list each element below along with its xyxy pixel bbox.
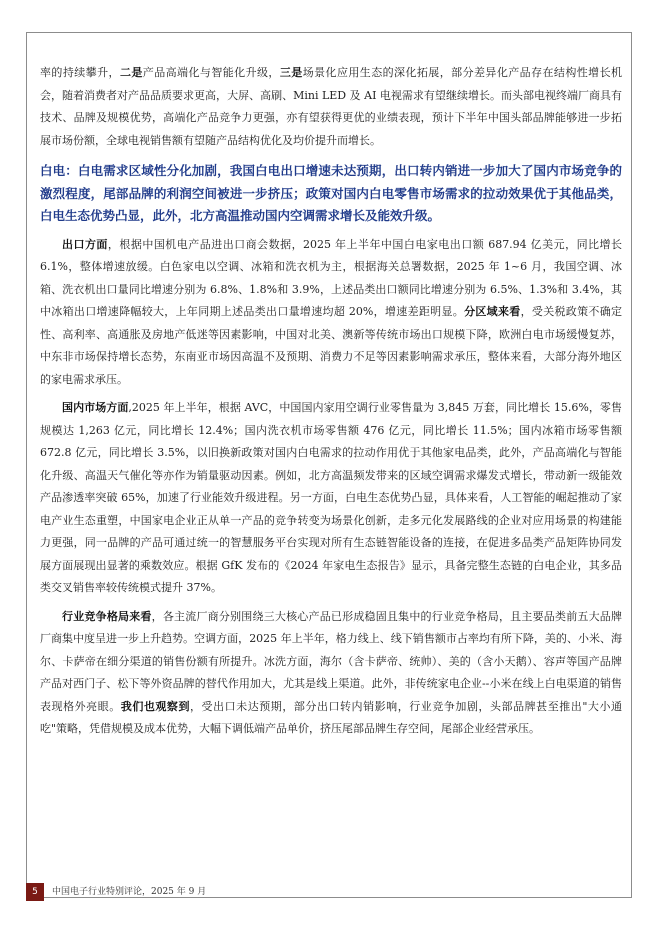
domestic-market-paragraph (40, 397, 622, 600)
competition-paragraph (40, 606, 622, 741)
ordinal-marker: 三是 (279, 66, 303, 79)
observation-lead: 我们也观察到 (120, 699, 191, 713)
page-number: 5 (26, 883, 44, 901)
export-lead: 出口方面 (62, 237, 108, 251)
article-body (40, 62, 622, 741)
footer-text: 中国电子行业特别评论，2025 年 9 月 (52, 887, 207, 897)
tv-outlook-paragraph: 率的持续攀升，二是产品高端化与智能化升级，三是场景化应用生态的深化拓展，部分差异化产品存在结构性增长机会，随着消费者对产品品质要求更高，大屏、高刷、Mini LED 及 AI 电视需求有望继续增长。而头部电视终端厂商具有技术、品牌及规模优势，高端化产品竞争力更强，亦有望获得更优的业绩表现，预计下半年中国头部品牌能够进一步拓展市场份额，全球电视销售额有望随产品结构优化及均价提升而增长。 (40, 66, 623, 147)
competition-body: ，各主流厂商分别围绕三大核心产品已形成稳固且集中的行业竞争格局，且主要品类前五大品牌厂商集中度呈进一步上升趋势。空调方面，2025 年上半年，格力线上、线下销售额市占率均有所下降，美的、小米、海尔、卡萨帝在细分渠道的销售份额有所提升。冰洗方面，海尔（含卡萨帝、统帅）、美的（含小天鹅）、容声等国产品牌产品对西门子、松下等外资品牌的替代作用加大，尤其是线上渠道。此外，非传统家电企业--小米在线上白电渠道的销售表现格外亮眼。 (40, 609, 623, 713)
domestic-body: ,2025 年上半年，根据 AVC，中国国内家用空调行业零售量为 3,845 万套，同比增长 15.6%，零售规模达 1,263 亿元，同比增长 12.4%；国内洗衣机市场零售额 476 亿元，同比增长 11.5%；国内冰箱市场零售额 672.8 亿元，同比增长 3.5%，以旧换新政策对国内白电需求的拉动作用优于其他家电品类，此外，产品高端化与智能化升级、高温天气催化等亦作为销量驱动因素。例如，北方高温频发带来的区域空调需求爆发式增长，带动新一级能效产品渗透率突破 65%，加速了行业能效升级进程。另一方面，白电生态优势凸显，具体来看，人工智能的崛起推动了家电产业生态重塑，中国家电企业正从单一产品的竞争转变为场景化创新，走多元化发展路线的企业对应用场景的构建能力更强，同一品牌的产品可通过统一的智慧服务平台实现对所有生态链智能设备的连接，在促进多品类产品矩阵协同发展方面展现出显著的乘数效应。根据 GfK 发布的《2024 年家电生态报告》显示，具备完整生态链的白电企业，其多品类交叉销售率较传统模式提升 37%。 (40, 401, 622, 594)
observation-body: ，受出口未达预期，部分出口转内销影响，行业竞争加剧，头部品牌甚至推出"大小通吃"策略，凭借规模及成本优势，大幅下调低端产品单价，挤压尾部品牌生存空间，尾部企业经营承压。 (40, 699, 623, 735)
ordinal-marker: 二是 (119, 66, 143, 79)
domestic-lead: 国内市场方面 (62, 401, 129, 414)
region-lead: 分区域来看 (464, 305, 521, 318)
export-body: ，根据中国机电产品进出口商会数据，2025 年上半年中国白电家电出口额 687.94 亿美元，同比增长 6.1%，整体增速放缓。白色家电以空调、冰箱和洗衣机为主，根据海关总署数据，2025 年 1~6 月，我国空调、冰箱、洗衣机出口量同比增速分别为 6.8%、1.8%和 3.9%，上述品类出口额同比增速分别为 6.5%、1.3%和 3.4%，其中冰箱出口增速降幅较大，上年同期上述品类出口量增速均超 20%，增速差距明显。 (40, 237, 622, 318)
white-goods-headline: 白电：白电需求区域性分化加剧，我国白电出口增速未达预期，出口转内销进一步加大了国内市场竞争的激烈程度，尾部品牌的利润空间被进一步挤压；政策对国内白电零售市场需求的拉动效果优于其他品类，白电生态优势凸显，此外，北方高温推动国内空调需求增长及能效升级。 (40, 163, 622, 223)
competition-lead: 行业竞争格局来看 (62, 609, 152, 623)
region-body: ，受关税政策不确定性、高利率、高通胀及房地产低迷等因素影响，中国对北美、澳新等传统市场出口规模下降，欧洲白电市场缓慢复苏，中东非市场保持增长态势，东南亚市场因高温不及预期、消费力不足等因素影响需求承压，整体来看，大部分海外地区的家电需求承压。 (40, 305, 623, 386)
export-paragraph (40, 234, 622, 392)
page-footer (26, 883, 326, 901)
